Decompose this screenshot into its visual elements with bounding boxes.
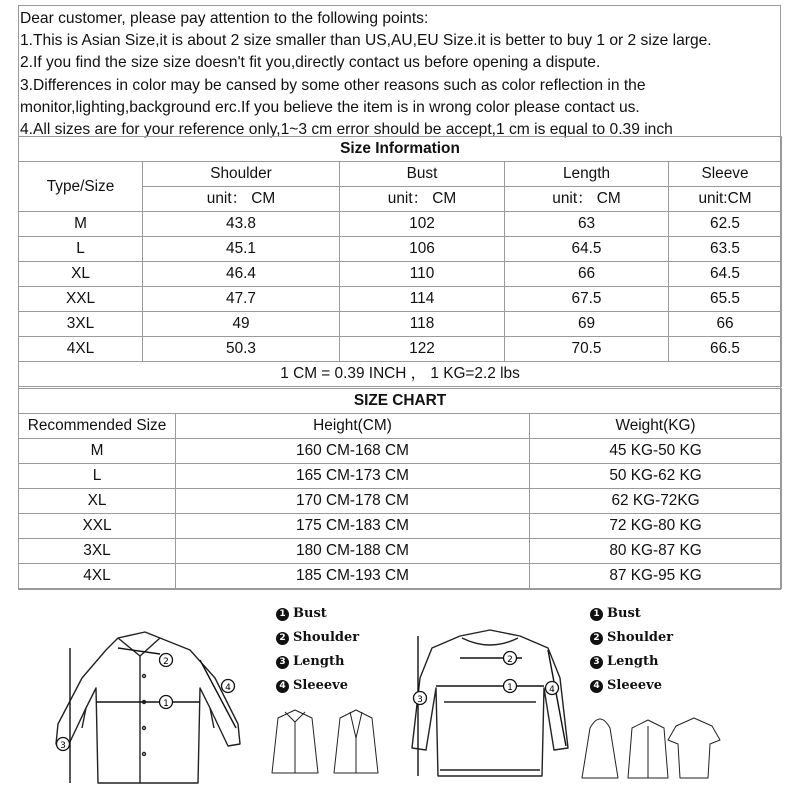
column-header: Length bbox=[505, 162, 669, 187]
table-cell: 102 bbox=[340, 212, 505, 237]
table-cell: 110 bbox=[340, 262, 505, 287]
column-header: Height(CM) bbox=[176, 414, 530, 439]
table-cell: 165 CM-173 CM bbox=[176, 464, 530, 489]
legend-number: 3 bbox=[590, 656, 603, 669]
table-cell: 50.3 bbox=[143, 337, 340, 362]
table-cell: 62.5 bbox=[669, 212, 782, 237]
legend-number: 2 bbox=[276, 632, 289, 645]
legend-label: Bust bbox=[607, 606, 641, 621]
notice-line: 4.All sizes are for your reference only,1~3 cm error should be accept,1 cm is equal to 0.39 inch bbox=[20, 121, 673, 139]
table-cell: 80 KG-87 KG bbox=[530, 539, 782, 564]
legend-label: Sleeeve bbox=[607, 678, 662, 693]
unit-label: unit:CM bbox=[669, 187, 782, 212]
table-cell: 3XL bbox=[19, 539, 176, 564]
table-row bbox=[19, 337, 782, 362]
table-cell: XXL bbox=[19, 287, 143, 312]
notice-line: 1.This is Asian Size,it is about 2 size smaller than US,AU,EU Size.it is better to buy 1 or 2 size large. bbox=[20, 32, 712, 50]
legend-label: Shoulder bbox=[607, 630, 674, 645]
table-cell: 66 bbox=[669, 312, 782, 337]
table-cell: 47.7 bbox=[143, 287, 340, 312]
table-cell: 64.5 bbox=[669, 262, 782, 287]
marker-number: 2 bbox=[507, 655, 513, 665]
table-cell: XL bbox=[19, 262, 143, 287]
table-cell: 43.8 bbox=[143, 212, 340, 237]
table-row bbox=[19, 514, 782, 539]
table-cell: 45.1 bbox=[143, 237, 340, 262]
table-cell: 65.5 bbox=[669, 287, 782, 312]
legend-number: 4 bbox=[590, 680, 603, 693]
marker-number: 3 bbox=[60, 741, 66, 751]
table-cell: XL bbox=[19, 489, 176, 514]
table-cell: 4XL bbox=[19, 564, 176, 589]
table-cell: L bbox=[19, 464, 176, 489]
legend-number: 2 bbox=[590, 632, 603, 645]
legend-label: Length bbox=[607, 654, 659, 669]
marker-number: 3 bbox=[417, 695, 423, 705]
length-marker-left bbox=[57, 738, 70, 752]
column-header: Shoulder bbox=[143, 162, 340, 187]
notice-line: monitor,lighting,background erc.If you believe the item is in wrong color please contact us. bbox=[20, 98, 640, 116]
table-cell: 72 KG-80 KG bbox=[530, 514, 782, 539]
size-chart-table bbox=[18, 388, 782, 589]
table-row bbox=[19, 564, 782, 589]
notice-line: 2.If you find the size size doesn't fit you,directly contact us before opening a dispute. bbox=[20, 54, 601, 72]
length-marker-right bbox=[414, 692, 427, 706]
table-cell: 3XL bbox=[19, 312, 143, 337]
table-row bbox=[19, 439, 782, 464]
table-row bbox=[19, 212, 782, 237]
marker-number: 4 bbox=[549, 685, 555, 695]
table-cell: 46.4 bbox=[143, 262, 340, 287]
table-cell: 87 KG-95 KG bbox=[530, 564, 782, 589]
notice-line: 3.Differences in color may be cansed by some other reasons such as color reflection in the bbox=[20, 76, 646, 94]
legend-label: Length bbox=[293, 654, 345, 669]
table-cell: 49 bbox=[143, 312, 340, 337]
column-header: Sleeve bbox=[669, 162, 782, 187]
legend-number: 1 bbox=[276, 608, 289, 621]
table-cell: 114 bbox=[340, 287, 505, 312]
shoulder-marker-right bbox=[504, 652, 517, 666]
table-row bbox=[19, 464, 782, 489]
table-cell: 160 CM-168 CM bbox=[176, 439, 530, 464]
table-cell: 63 bbox=[505, 212, 669, 237]
table-row bbox=[19, 287, 782, 312]
table-cell: 69 bbox=[505, 312, 669, 337]
table-cell: 175 CM-183 CM bbox=[176, 514, 530, 539]
table-cell: 106 bbox=[340, 237, 505, 262]
marker-number: 4 bbox=[225, 683, 231, 693]
table-cell: L bbox=[19, 237, 143, 262]
unit-label: unit： CM bbox=[143, 187, 340, 212]
table-cell: 66.5 bbox=[669, 337, 782, 362]
jacket-illustration bbox=[272, 710, 378, 773]
shirt-illustration bbox=[56, 632, 240, 783]
table-row bbox=[19, 539, 782, 564]
measurement-legend-right bbox=[590, 602, 673, 698]
size-information-title: Size Information bbox=[19, 137, 782, 162]
unit-conversion-note: 1 CM = 0.39 INCH ， 1 KG=2.2 lbs bbox=[19, 362, 782, 387]
garment-diagrams bbox=[0, 598, 800, 800]
marker-number: 2 bbox=[163, 657, 169, 667]
hoodie-and-tshirt-illustrations bbox=[582, 718, 720, 778]
size-chart-title: SIZE CHART bbox=[19, 389, 782, 414]
table-cell: XXL bbox=[19, 514, 176, 539]
unit-label: unit： CM bbox=[505, 187, 669, 212]
table-cell: 4XL bbox=[19, 337, 143, 362]
measurement-diagrams bbox=[0, 598, 800, 800]
table-cell: 180 CM-188 CM bbox=[176, 539, 530, 564]
customer-notice bbox=[18, 8, 781, 141]
sleeve-marker-right bbox=[546, 682, 559, 696]
legend-label: Sleeeve bbox=[293, 678, 348, 693]
column-header: Bust bbox=[340, 162, 505, 187]
table-cell: 185 CM-193 CM bbox=[176, 564, 530, 589]
table-row bbox=[19, 489, 782, 514]
notice-line: Dear customer, please pay attention to the following points: bbox=[20, 10, 429, 27]
table-row bbox=[19, 262, 782, 287]
table-row bbox=[19, 312, 782, 337]
table-cell: 66 bbox=[505, 262, 669, 287]
sleeve-marker-left bbox=[222, 680, 235, 694]
bust-marker-left bbox=[160, 696, 173, 710]
measurement-legend-left bbox=[276, 602, 359, 698]
column-header: Weight(KG) bbox=[530, 414, 782, 439]
legend-label: Shoulder bbox=[293, 630, 360, 645]
table-cell: 64.5 bbox=[505, 237, 669, 262]
marker-number: 1 bbox=[507, 683, 513, 693]
table-cell: 170 CM-178 CM bbox=[176, 489, 530, 514]
table-cell: M bbox=[19, 212, 143, 237]
legend-number: 1 bbox=[590, 608, 603, 621]
table-cell: 45 KG-50 KG bbox=[530, 439, 782, 464]
table-row bbox=[19, 237, 782, 262]
table-cell: 67.5 bbox=[505, 287, 669, 312]
column-header: Recommended Size bbox=[19, 414, 176, 439]
table-cell: M bbox=[19, 439, 176, 464]
bust-marker-right bbox=[504, 680, 517, 694]
table-cell: 62 KG-72KG bbox=[530, 489, 782, 514]
size-information-table bbox=[18, 136, 782, 387]
table-cell: 122 bbox=[340, 337, 505, 362]
table-cell: 118 bbox=[340, 312, 505, 337]
type-size-header: Type/Size bbox=[19, 162, 143, 212]
sweater-illustration bbox=[412, 630, 568, 776]
table-cell: 63.5 bbox=[669, 237, 782, 262]
shoulder-marker-left bbox=[160, 654, 173, 668]
legend-number: 4 bbox=[276, 680, 289, 693]
table-cell: 70.5 bbox=[505, 337, 669, 362]
legend-number: 3 bbox=[276, 656, 289, 669]
table-cell: 50 KG-62 KG bbox=[530, 464, 782, 489]
legend-label: Bust bbox=[293, 606, 327, 621]
unit-label: unit： CM bbox=[340, 187, 505, 212]
marker-number: 1 bbox=[163, 699, 169, 709]
